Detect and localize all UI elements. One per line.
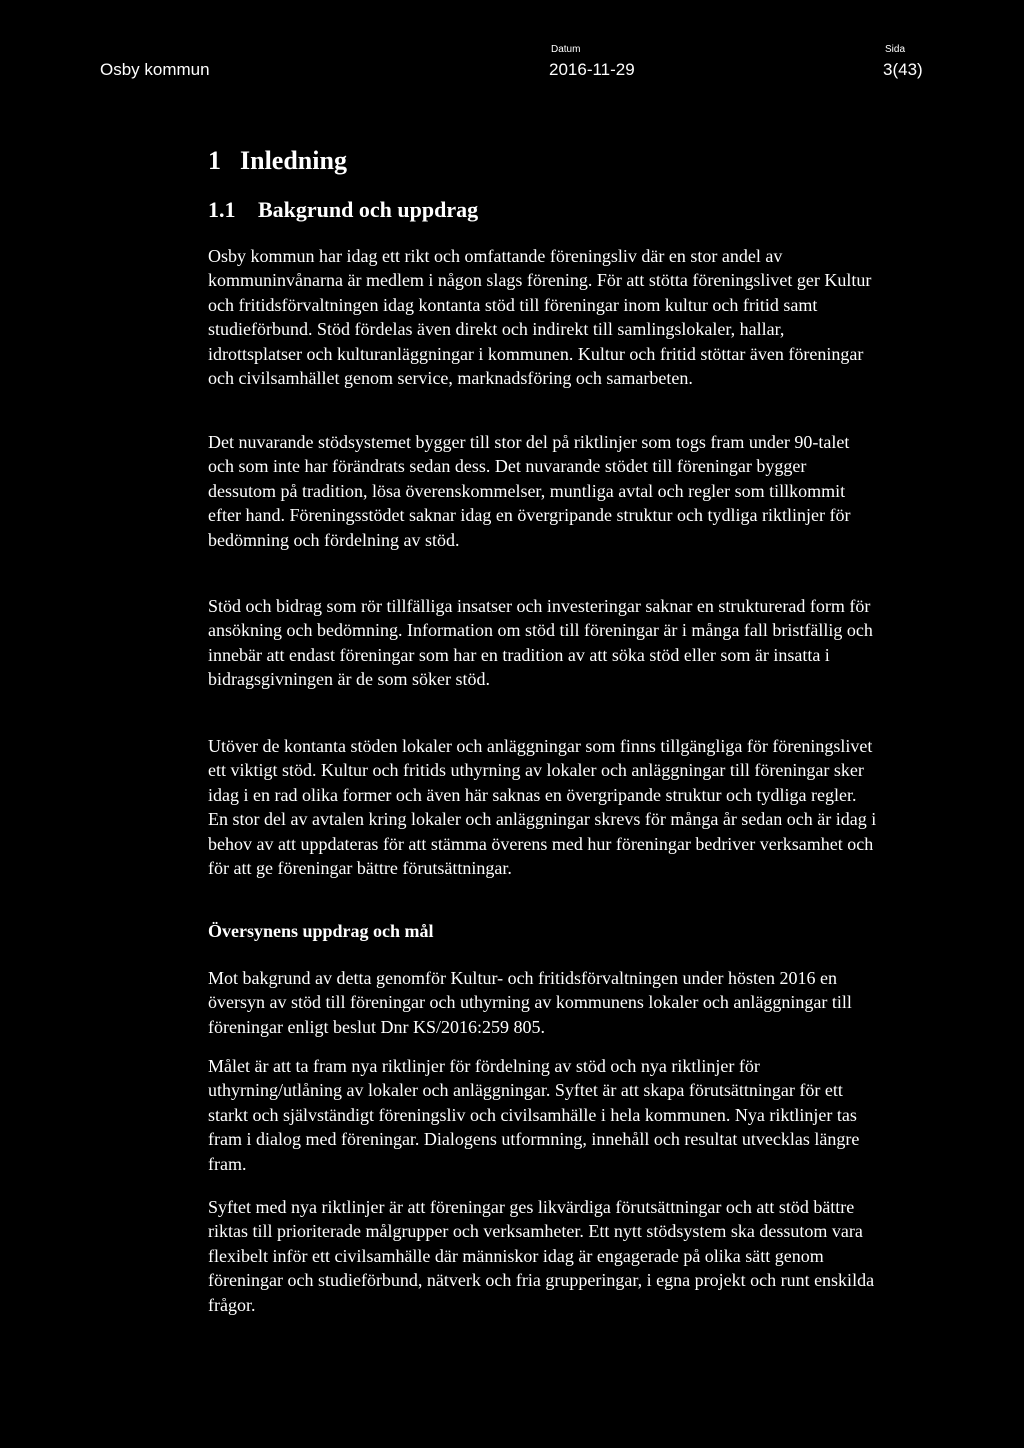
subsection-title: Bakgrund och uppdrag [258,197,479,222]
date-label: Datum [551,44,581,55]
section-heading [208,146,347,176]
paragraph: Mot bakgrund av detta genomför Kultur- och fritidsförvaltningen under hösten 2016 en översyn av stöd till föreningar och uthyrning av kommunens lokaler och anläggningar till föreningar enligt beslut Dnr KS/2016:259 805. [208,968,852,1037]
paragraph: Syftet med nya riktlinjer är att föreningar ges likvärdiga förutsättningar och att stöd bättre riktas till prioriterade målgrupper och verksamheter. Ett nytt stödsystem ska dessutom vara flexibelt inför ett civilsamhälle där människor idag är engagerade på olika sätt genom föreningar och studieförbund, nätverk och fria grupperingar, i egna projekt och runt enskilda frågor. [208,1197,875,1315]
subheading: Översynens uppdrag och mål [208,921,434,941]
organization-name: Osby kommun [100,60,210,79]
page-number: 3(43) [883,60,923,79]
page-label: Sida [885,44,906,55]
paragraph: Målet är att ta fram nya riktlinjer för fördelning av stöd och nya riktlinjer för uthyrning/utlåning av lokaler och anläggningar. Syftet är att skapa förutsättningar för ett starkt och självständigt föreningsliv och civilsamhälle i hela kommunen. Nya riktlinjer tas fram i dialog med föreningar. Dialogens utformning, innehåll och resultat utvecklas längre fram. [208,1056,860,1174]
paragraph: Det nuvarande stödsystemet bygger till stor del på riktlinjer som togs fram under 90-talet och som inte har förändrats sedan dess. Det nuvarande stödet till föreningar bygger dessutom på tradition, lösa överenskommelser, muntliga avtal och regler som tillkommit efter hand. Föreningsstödet saknar idag en övergripande struktur och tydliga riktlinjer för bedömning och fördelning av stöd. [208,432,851,550]
paragraph: Osby kommun har idag ett rikt och omfattande föreningsliv där en stor andel av kommuninvånarna är medlem i någon slags förening. För att stötta föreningslivet ger Kultur och fritidsförvaltningen idag kontanta stöd till föreningar inom kultur och fritid samt studieförbund. Stöd fördelas även direkt och indirekt till samlingslokaler, hallar, idrottsplatser och kulturanläggningar i kommunen. Kultur och fritid stöttar även föreningar och civilsamhället genom service, marknadsföring och samarbeten. [208,246,872,389]
subsection-heading [208,197,478,223]
subsection-number: 1.1 [208,197,236,222]
paragraph: Utöver de kontanta stöden lokaler och anläggningar som finns tillgängliga för föreningslivet ett viktigt stöd. Kultur och fritids uthyrning av lokaler och anläggningar till föreningar sker idag i en rad olika former och även här saknas en övergripande struktur och tydliga regler. En stor del av avtalen kring lokaler och anläggningar skrevs för många år sedan och är idag i behov av att uppdateras för att stämma överens med hur föreningar bedriver verksamhet och för att ge föreningar bättre förutsättningar. [208,736,877,879]
section-title: Inledning [240,146,347,175]
section-number: 1 [208,146,221,175]
paragraph: Stöd och bidrag som rör tillfälliga insatser och investeringar saknar en strukturerad form för ansökning och bedömning. Information om stöd till föreningar är i många fall bristfällig och innebär att endast föreningar som har en tradition av att söka stöd eller som är insatta i bidragsgivningen är de som söker stöd. [208,596,873,690]
date-value: 2016-11-29 [549,60,635,79]
page-header [0,0,1024,100]
